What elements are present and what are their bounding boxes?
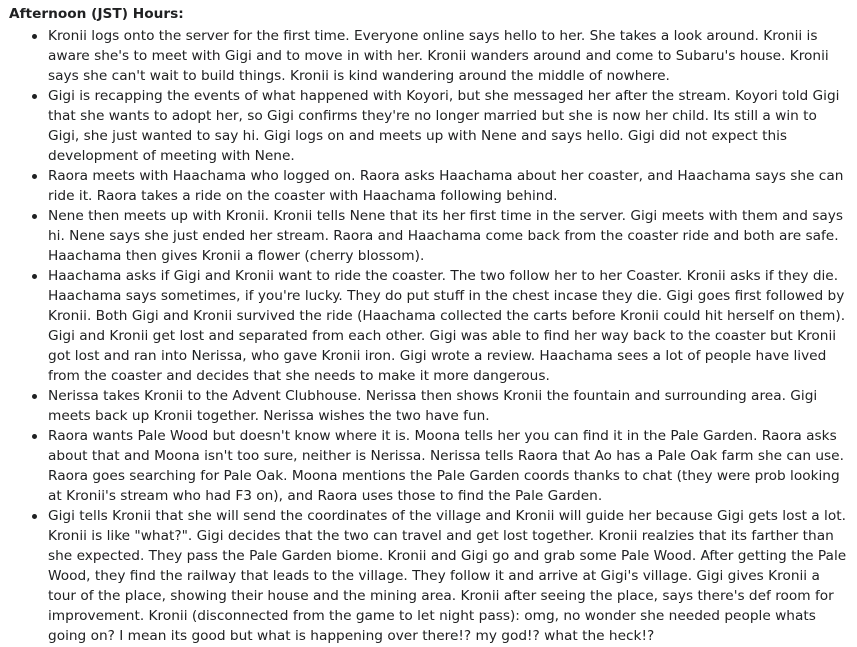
list-item: Nene then meets up with Kronii. Kronii tells Nene that its her first time in the server. Gigi meets with them and says hi. Nene says she just ended her stream. Raora and Haachama come back from the coaster ride and both are safe. Haachama then gives Kronii a flower (cherry blossom). xyxy=(48,206,850,266)
notes-list xyxy=(9,26,850,646)
list-item: Raora meets with Haachama who logged on. Raora asks Haachama about her coaster, and Haachama says she can ride it. Raora takes a ride on the coaster with Haachama following behind. xyxy=(48,166,850,206)
list-item: Kronii logs onto the server for the first time. Everyone online says hello to her. She takes a look around. Kronii is aware she's to meet with Gigi and to move in with her. Kronii wanders around and come to Subaru's house. Kronii says she can't wait to build things. Kronii is kind wandering around the middle of nowhere. xyxy=(48,26,850,86)
list-item: Gigi tells Kronii that she will send the coordinates of the village and Kronii will guide her because Gigi gets lost a lot. Kronii is like "what?". Gigi decides that the two can travel and get lost together. Kronii realzies that its farther than she expected. They pass the Pale Garden biome. Kronii and Gigi go and grab some Pale Wood. After getting the Pale Wood, they find the railway that leads to the village. They follow it and arrive at Gigi's village. Gigi gives Kronii a tour of the place, showing their house and the mining area. Kronii after seeing the place, says there's def room for improvement. Kronii (disconnected from the game to let night pass): omg, no wonder she needed people whats going on? I mean its good but what is happening over there!? my god!? what the heck!? xyxy=(48,506,850,646)
list-item: Gigi is recapping the events of what happened with Koyori, but she messaged her after the stream. Koyori told Gigi that she wants to adopt her, so Gigi confirms they're no longer married but she is now her child. Its still a win to Gigi, she just wanted to say hi. Gigi logs on and meets up with Nene and says hello. Gigi did not expect this development of meeting with Nene. xyxy=(48,86,850,166)
list-item: Nerissa takes Kronii to the Advent Clubhouse. Nerissa then shows Kronii the fountain and surrounding area. Gigi meets back up Kronii together. Nerissa wishes the two have fun. xyxy=(48,386,850,426)
section-heading: Afternoon (JST) Hours: xyxy=(9,6,184,22)
list-item: Haachama asks if Gigi and Kronii want to ride the coaster. The two follow her to her Coaster. Kronii asks if they die. Haachama says sometimes, if you're lucky. They do put stuff in the chest incase they die. Gigi goes first followed by Kronii. Both Gigi and Kronii survived the ride (Haachama collected the carts before Kronii could hit herself on them). Gigi and Kronii get lost and separated from each other. Gigi was able to find her way back to the coaster but Kronii got lost and ran into Nerissa, who gave Kronii iron. Gigi wrote a review. Haachama sees a lot of people have lived from the coaster and decides that she needs to make it more dangerous. xyxy=(48,266,850,386)
list-item: Raora wants Pale Wood but doesn't know where it is. Moona tells her you can find it in the Pale Garden. Raora asks about that and Moona isn't too sure, neither is Nerissa. Nerissa tells Raora that Ao has a Pale Oak farm she can use. Raora goes searching for Pale Oak. Moona mentions the Pale Garden coords thanks to chat (they were prob looking at Kronii's stream who had F3 on), and Raora uses those to find the Pale Garden. xyxy=(48,426,850,506)
